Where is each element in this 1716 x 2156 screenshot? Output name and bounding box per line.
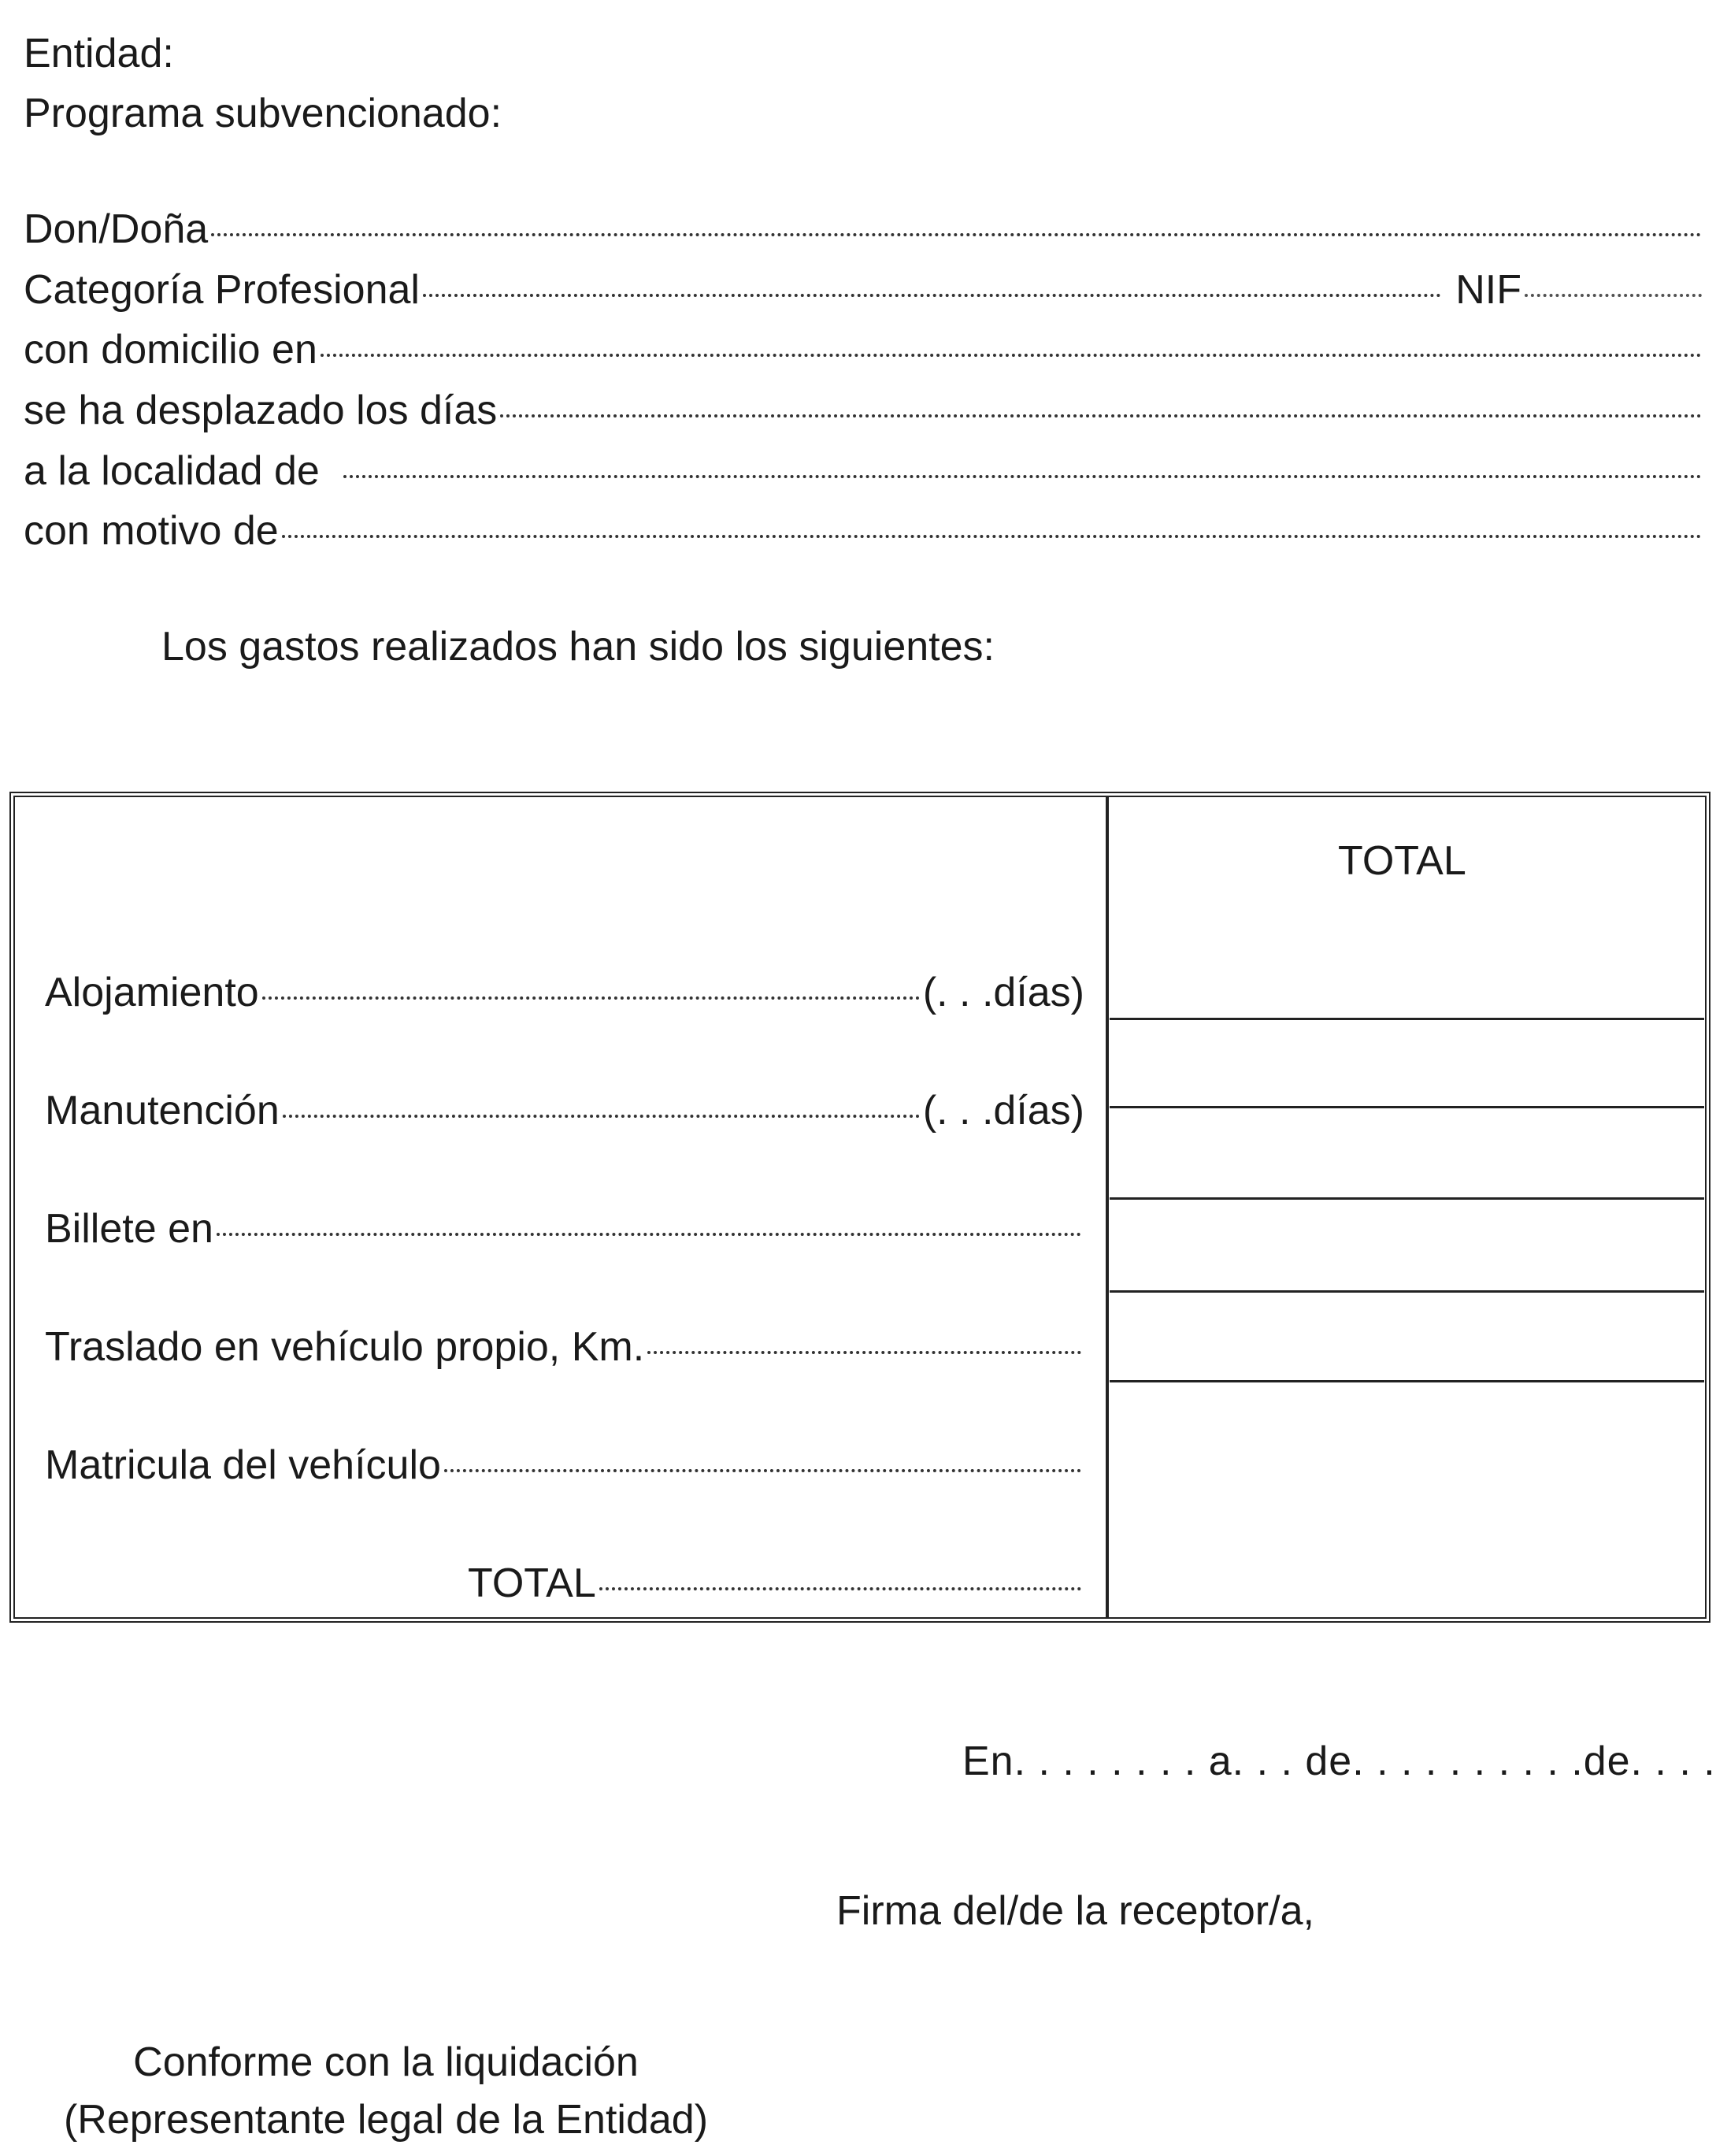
expense-row-own-vehicle[interactable] — [45, 1324, 1084, 1370]
total-column-header: TOTAL — [1338, 838, 1466, 884]
total-cell-divider — [1110, 1018, 1704, 1020]
days-line[interactable] — [24, 390, 1705, 431]
name-label: Don/Doña — [24, 206, 209, 252]
nif-leader — [1525, 294, 1702, 297]
expenses-table — [9, 792, 1710, 1623]
locality-label: a la localidad de — [24, 448, 320, 494]
expense-days: (. . .días) — [922, 970, 1084, 1015]
reason-label: con motivo de — [24, 508, 279, 554]
expense-label: Alojamiento — [45, 970, 259, 1015]
category-leader — [423, 294, 1441, 297]
expenses-intro: Los gastos realizados han sido los siguientes: — [161, 624, 995, 670]
expense-total-label: TOTAL — [468, 1560, 596, 1606]
total-cell-divider — [1110, 1106, 1704, 1108]
expense-leader — [599, 1587, 1081, 1590]
days-leader — [500, 414, 1702, 417]
total-cell-divider — [1110, 1290, 1704, 1293]
expense-row-ticket[interactable] — [45, 1206, 1084, 1252]
reason-line[interactable] — [24, 508, 1705, 554]
expense-label: Billete en — [45, 1206, 213, 1252]
address-leader — [321, 354, 1702, 357]
locality-line[interactable] — [24, 448, 1705, 494]
name-leader — [211, 233, 1702, 236]
conformity-line-2: (Representante legal de la Entidad) — [63, 2097, 709, 2143]
expense-leader — [444, 1469, 1081, 1472]
name-line[interactable] — [24, 206, 1705, 252]
expense-row-accommodation[interactable] — [45, 972, 1084, 1013]
expense-row-total[interactable] — [468, 1560, 1084, 1606]
expense-label: Matricula del vehículo — [45, 1442, 441, 1488]
entity-label: Entidad: — [24, 31, 174, 76]
expense-leader — [647, 1351, 1081, 1354]
program-label: Programa subvencionado: — [24, 91, 502, 136]
days-label: se ha desplazado los días — [24, 388, 498, 433]
address-label: con domicilio en — [24, 327, 317, 373]
reason-leader — [282, 535, 1702, 538]
expense-days: (. . .días) — [922, 1088, 1084, 1134]
address-line[interactable] — [24, 327, 1705, 373]
category-line[interactable] — [24, 267, 1705, 313]
expense-row-meals[interactable] — [45, 1088, 1084, 1134]
place-date-line[interactable]: En. . . . . . . . a. . . de. . . . . . . . . .de. . . . — [962, 1739, 1716, 1784]
conformity-line-1: Conforme con la liquidación — [133, 2039, 639, 2085]
total-cell-divider — [1110, 1380, 1704, 1382]
expense-leader — [283, 1115, 920, 1118]
total-cell-divider — [1110, 1197, 1704, 1200]
category-label: Categoría Profesional — [24, 267, 420, 313]
expense-leader — [262, 996, 920, 1000]
expense-label: Traslado en vehículo propio, Km. — [45, 1324, 645, 1370]
signature-label: Firma del/de la receptor/a, — [836, 1888, 1314, 1934]
table-column-divider — [1106, 797, 1109, 1617]
expense-leader — [217, 1233, 1081, 1236]
expense-label: Manutención — [45, 1088, 280, 1134]
locality-leader — [343, 475, 1702, 478]
expense-row-plate[interactable] — [45, 1442, 1084, 1488]
nif-label: NIF — [1455, 267, 1521, 313]
